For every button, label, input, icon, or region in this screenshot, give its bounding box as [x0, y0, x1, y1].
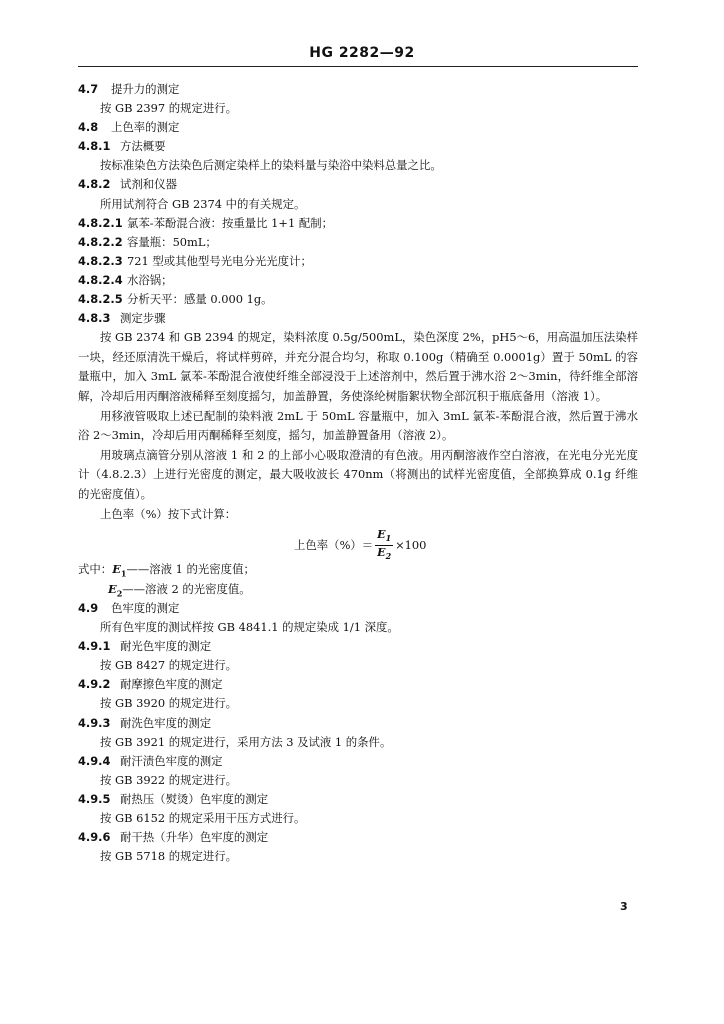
section-4-9-5-heading [78, 790, 638, 809]
formula-definition-1: 式中：$E_1——$溶液 1 的光密度值； [78, 562, 255, 579]
formula-denominator: $E_2$ [377, 546, 392, 562]
document-body [78, 80, 638, 866]
section-number: 4.7 [78, 82, 99, 96]
section-title: 测定步骤 [120, 311, 166, 326]
list-item [78, 252, 638, 271]
list-item [78, 233, 638, 252]
item-number: 4.8.2.5 [78, 292, 123, 307]
section-title: 耐摩擦色牢度的测定 [120, 677, 223, 692]
section-number: 4.9 [78, 600, 99, 615]
section-4-8-1-heading [78, 137, 638, 156]
section-title: 耐洗色牢度的测定 [120, 715, 212, 730]
header-rule [78, 66, 638, 67]
procedure-paragraph-1: 按 GB 2374 和 GB 2394 的规定，染料浓度 0.5g/500mL，染色深度 2%，pH5～6，用高温加压法染样一块，经还原清洗干燥后，将试样剪碎，并充分混合均匀，称取 0.100g（精确至 0.0001g）置于 50mL 的容量瓶中，加入 3mL 氯苯-苯酚混合液使纤维全部浸没于上述溶剂中，然后置于沸水浴 2～3min，待纤维全部溶解，冷却后用丙酮溶液稀释至刻度摇匀，加盖静置，务使涤纶树脂絮状物全部沉积于瓶底备用（溶液 1）。 [78, 330, 638, 403]
section-title: 耐光色牢度的测定 [120, 639, 212, 654]
section-4-7-text: 按 GB 2397 的规定进行。 [100, 101, 238, 116]
section-4-9-2-text: 按 GB 3920 的规定进行。 [100, 696, 238, 711]
section-4-9-6-heading [78, 828, 638, 847]
item-text: 容量瓶：50mL； [127, 234, 217, 249]
section-4-8-1-text: 按标准染色方法染色后测定染样上的染料量与染浴中染料总量之比。 [100, 158, 442, 173]
formula [78, 524, 638, 560]
item-text: 721 型或其他型号光电分光光度计； [127, 253, 312, 268]
section-4-9-3-heading [78, 714, 638, 733]
formula-rhs: ×100 [395, 538, 427, 553]
section-4-9-4-text: 按 GB 3922 的规定进行。 [100, 772, 238, 787]
list-item [78, 290, 638, 309]
section-4-8-3-heading [78, 309, 638, 328]
section-number: 4.9.4 [78, 753, 111, 768]
section-title: 耐干热（升华）色牢度的测定 [120, 830, 269, 845]
section-title: 色牢度的测定 [111, 600, 180, 615]
formula-numerator: $E_1$ [375, 528, 393, 546]
section-number: 4.9.6 [78, 830, 111, 845]
item-number: 4.8.2.1 [78, 215, 123, 230]
section-number: 4.9.3 [78, 715, 111, 730]
item-text: 氯苯-苯酚混合液：按重量比 1+1 配制； [127, 215, 333, 230]
section-4-9-4-heading [78, 752, 638, 771]
item-number: 4.8.2.4 [78, 272, 123, 287]
section-number: 4.8 [78, 120, 99, 135]
section-number: 4.9.5 [78, 791, 111, 806]
section-4-8-heading [78, 118, 638, 137]
formula-definition-2: $E_2——$溶液 2 的光密度值。 [108, 581, 251, 598]
section-number: 4.8.3 [78, 311, 111, 326]
section-title: 方法概要 [120, 139, 166, 154]
list-item [78, 271, 638, 290]
page-header: HG 2282—92 [309, 45, 415, 61]
formula-lhs: 上色率（%）＝ [294, 538, 374, 553]
section-4-8-2-text: 所用试剂符合 GB 2374 中的有关规定。 [100, 196, 306, 211]
procedure-paragraph-2: 用移液管吸取上述已配制的染料液 2mL 于 50mL 容量瓶中，加入 3mL 氯苯-苯酚混合液，然后置于沸水浴 2～3min，冷却后用丙酮稀释至刻度，摇匀，加盖静置备用（溶液 2）。 [78, 408, 638, 443]
section-number: 4.9.2 [78, 677, 111, 692]
section-4-9-text: 所有色牢度的测试样按 GB 4841.1 的规定染成 1/1 深度。 [100, 620, 399, 635]
section-number: 4.8.2 [78, 177, 111, 192]
item-number: 4.8.2.2 [78, 234, 123, 249]
procedure-paragraph-3: 用玻璃点滴管分别从溶液 1 和 2 的上部小心吸取澄清的有色液。用丙酮溶液作空白溶液，在光电分光光度计（4.8.2.3）上进行光密度的测定，最大吸收波长 470nm（将测出的试样光密度值，全部换算成 0.1g 纤维的光密度值）。 [78, 447, 638, 501]
section-4-8-2-heading [78, 175, 638, 194]
section-title: 上色率的测定 [111, 120, 180, 135]
section-number: 4.9.1 [78, 639, 111, 654]
section-4-9-1-heading [78, 637, 638, 656]
item-text: 水浴锅； [127, 272, 173, 287]
section-4-9-2-heading [78, 675, 638, 694]
section-4-9-3-text: 按 GB 3921 的规定进行，采用方法 3 及试液 1 的条件。 [100, 734, 392, 749]
section-number: 4.8.1 [78, 139, 111, 154]
formula-intro: 上色率（%）按下式计算： [100, 506, 237, 521]
section-title: 耐汗渍色牢度的测定 [120, 753, 223, 768]
list-item [78, 214, 638, 233]
section-4-9-heading [78, 599, 638, 618]
section-4-9-1-text: 按 GB 8427 的规定进行。 [100, 658, 238, 673]
item-text: 分析天平：感量 0.000 1g。 [127, 292, 273, 307]
section-4-9-5-text: 按 GB 6152 的规定采用干压方式进行。 [100, 810, 306, 825]
section-4-7-heading [78, 80, 638, 99]
page-number: 3 [620, 900, 628, 913]
section-4-9-6-text: 按 GB 5718 的规定进行。 [100, 849, 238, 864]
section-title: 提升力的测定 [111, 82, 180, 96]
item-number: 4.8.2.3 [78, 253, 123, 268]
formula-fraction [375, 528, 393, 563]
section-title: 耐热压（熨烫）色牢度的测定 [120, 791, 269, 806]
section-title: 试剂和仪器 [120, 177, 177, 192]
